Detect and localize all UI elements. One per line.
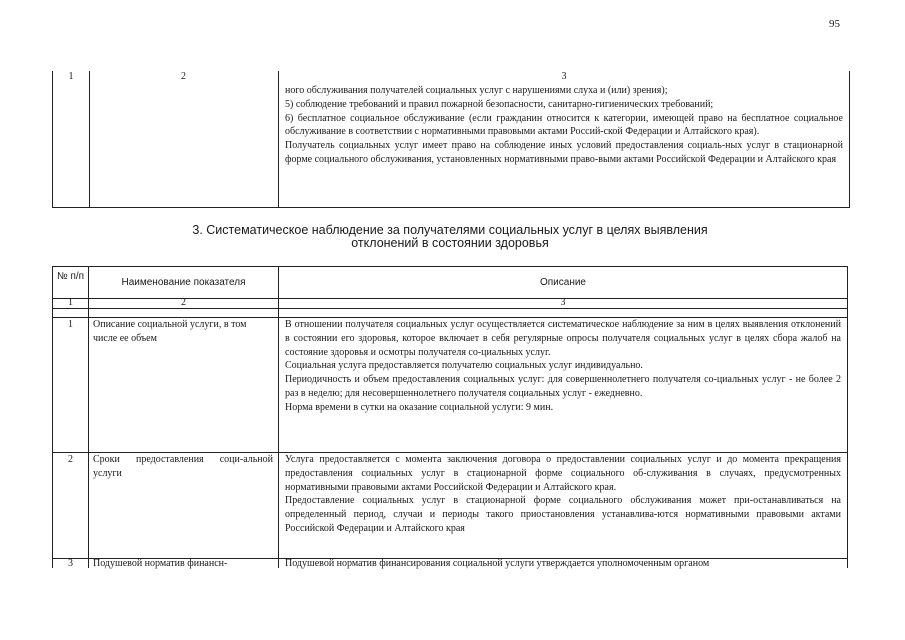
indicator-description	[285, 453, 841, 536]
column-number-label: 1	[68, 71, 74, 82]
column-number-label: 1	[68, 297, 73, 308]
column-indicator-name	[89, 71, 279, 207]
paragraph: В отношении получателя социальных услуг осуществляется систематическое наблюдение за ним в целях выявления отклонений в состоянии его здоровья, которое включает в себя регулярные опросы получателя социальных услуг в целях сбора жалоб на состояние здоровья и осмотры получателя со-циальных услуг.	[285, 319, 841, 358]
column-description	[279, 71, 849, 207]
row-number: 1	[68, 319, 73, 330]
row-divider	[53, 308, 847, 309]
paragraph: ного обслуживания получателей социальных услуг с нарушениями слуха и (или) зрения);	[285, 85, 668, 96]
paragraph: Норма времени в сутки на оказание социальной услуги: 9 мин.	[285, 401, 554, 413]
indicator-name: Сроки предоставления соци-альной услуги	[93, 454, 273, 479]
continuation-description	[285, 84, 843, 167]
column-divider	[278, 267, 279, 568]
column-number	[53, 71, 90, 207]
column-divider	[88, 267, 89, 568]
section-title	[120, 224, 780, 250]
continuation-table	[52, 71, 850, 208]
paragraph: Социальная услуга предоставляется получателю социальных услуг индивидуально.	[285, 360, 643, 372]
indicator-name: Подушевой норматив финансн-	[93, 559, 228, 569]
paragraph: Получатель социальных услуг имеет право на соблюдение иных условий предоставления социаль-ных услуг в стационарной форме социального обслуживания, установленных нормативными право-выми актами Российской Федерации и Алтайского края	[285, 140, 843, 165]
header-description: Описание	[539, 277, 586, 288]
column-number-label: 2	[181, 297, 186, 308]
column-number-label: 3	[560, 297, 566, 308]
paragraph: Предоставление социальных услуг в стационарной форме социального обслуживания может при-останавливаться на определенный период, случаи и периоды такого приостановления устанавлива-ются нормативными правовыми актами Российской Федерации и Алтайского края	[285, 495, 841, 534]
section-title-line: 3. Систематическое наблюдение за получателями социальных услуг в целях выявления	[192, 223, 708, 237]
header-number: № п/п	[56, 271, 85, 282]
paragraph: 6) бесплатное социальное обслуживание (если гражданин относится к категории, имеющей право на бесплатное социальное обслуживание в соответствии с нормативными правовыми актами Россий-ской Федерации и Алтайского края).	[285, 112, 843, 138]
row-number: 3	[68, 558, 73, 569]
indicator-table	[52, 266, 848, 568]
indicator-name: Описание социальной услуги, в том числе ее объем	[93, 319, 247, 344]
indicator-description	[285, 559, 841, 569]
section-title-line: отклонений в состоянии здоровья	[351, 236, 549, 250]
header-indicator-name: Наименование показателя	[121, 277, 246, 288]
indicator-description	[285, 318, 841, 415]
paragraph: Периодичность и объем предоставления социальных услуг: для совершеннолетнего получателя со-циальных услуг - не более 2 раз в неделю; для несовершеннолетнего получателя социальных услуг - ежедневно.	[285, 374, 841, 399]
row-number: 2	[68, 454, 73, 465]
paragraph: 5) соблюдение требований и правил пожарной безопасности, санитарно-гигиенических требований;	[285, 98, 714, 110]
page-number: 95	[829, 18, 840, 30]
column-number-label: 2	[181, 71, 186, 82]
paragraph: Подушевой норматив финансирования социальной услуги утверждается уполномоченным органом	[285, 559, 710, 569]
column-number-label: 3	[561, 71, 567, 82]
paragraph: Услуга предоставляется с момента заключения договора о предоставлении социальных услуг и до момента прекращения предоставления социальных услуг в стационарной форме социального об-служивания в случаях, предусмотренных нормативными правовыми актами Российской Федерации и Алтайского края.	[285, 454, 841, 493]
